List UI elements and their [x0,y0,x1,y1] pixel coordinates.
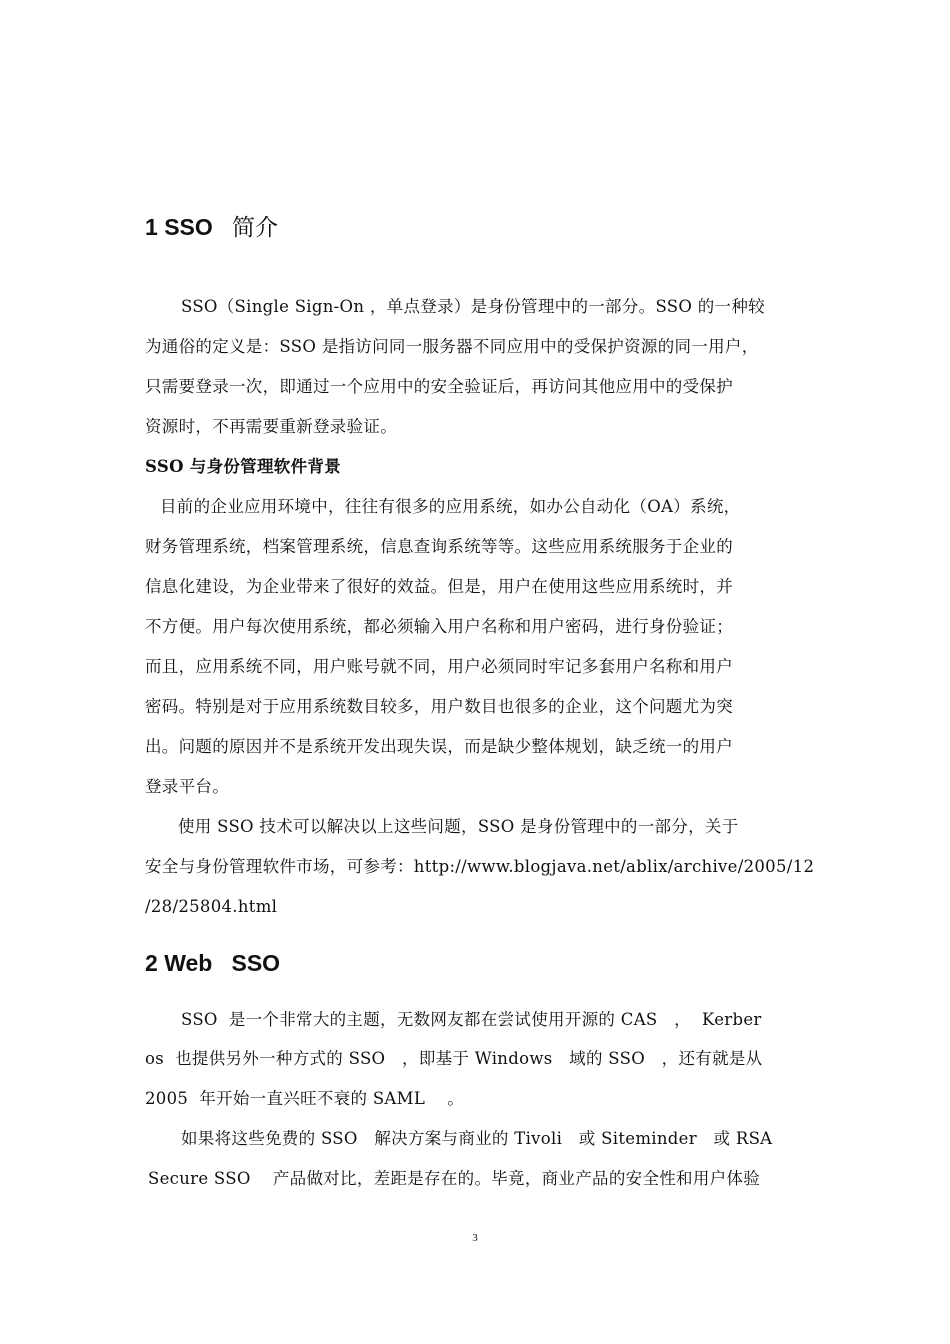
body-line: 而且，应用系统不同，用户账号就不同，用户必须同时牢记多套用户名称和用户 [145,657,733,676]
body-line: 如果将这些免费的 SSO 解决方案与商业的 Tivoli 或 Siteminder 或 RSA [181,1129,773,1148]
body-line: 使用 SSO 技术可以解决以上这些问题，SSO 是身份管理中的一部分，关于 [178,817,739,836]
page-number: 3 [472,1232,478,1244]
body-line: /28/25804.html [145,897,278,916]
body-line: 目前的企业应用环境中，往往有很多的应用系统，如办公自动化（OA）系统， [160,497,741,516]
body-line: 财务管理系统，档案管理系统，信息查询系统等等。这些应用系统服务于企业的 [145,537,733,556]
body-line: Secure SSO 产品做对比，差距是存在的。毕竟，商业产品的安全性和用户体验 [148,1169,761,1188]
body-line: os 也提供另外一种方式的 SSO ，即基于 Windows 域的 SSO ，还有就是从 [145,1049,763,1068]
section-heading-2: 2 Web SSO [145,950,281,976]
body-line: 密码。特别是对于应用系统数目较多，用户数目也很多的企业，这个问题尤为突 [145,697,733,716]
body-line: 安全与身份管理软件市场，可参考：http://www.blogjava.net/ablix/archive/2005/12 [145,857,815,876]
body-line: 登录平台。 [145,777,229,796]
body-line: 资源时，不再需要重新登录验证。 [145,417,397,436]
subheading: SSO 与身份管理软件背景 [145,457,341,476]
section-heading-1: 1 SSO 简介 [145,214,278,241]
body-line: 为通俗的定义是：SSO 是指访问同一服务器不同应用中的受保护资源的同一用户， [145,337,759,356]
body-line: 2005 年开始一直兴旺不衰的 SAML 。 [145,1089,465,1108]
body-line: 信息化建设，为企业带来了很好的效益。但是，用户在使用这些应用系统时，并 [145,577,733,596]
body-line: SSO（Single Sign-On ，单点登录）是身份管理中的一部分。SSO 的一种较 [181,297,765,316]
body-line: SSO 是一个非常大的主题，无数网友都在尝试使用开源的 CAS ， Kerber [181,1010,762,1029]
body-line: 出。问题的原因并不是系统开发出现失误，而是缺少整体规划，缺乏统一的用户 [145,737,733,756]
body-line: 只需要登录一次，即通过一个应用中的安全验证后，再访问其他应用中的受保护 [145,377,733,396]
body-line: 不方便。用户每次使用系统，都必须输入用户名称和用户密码，进行身份验证； [145,617,733,636]
